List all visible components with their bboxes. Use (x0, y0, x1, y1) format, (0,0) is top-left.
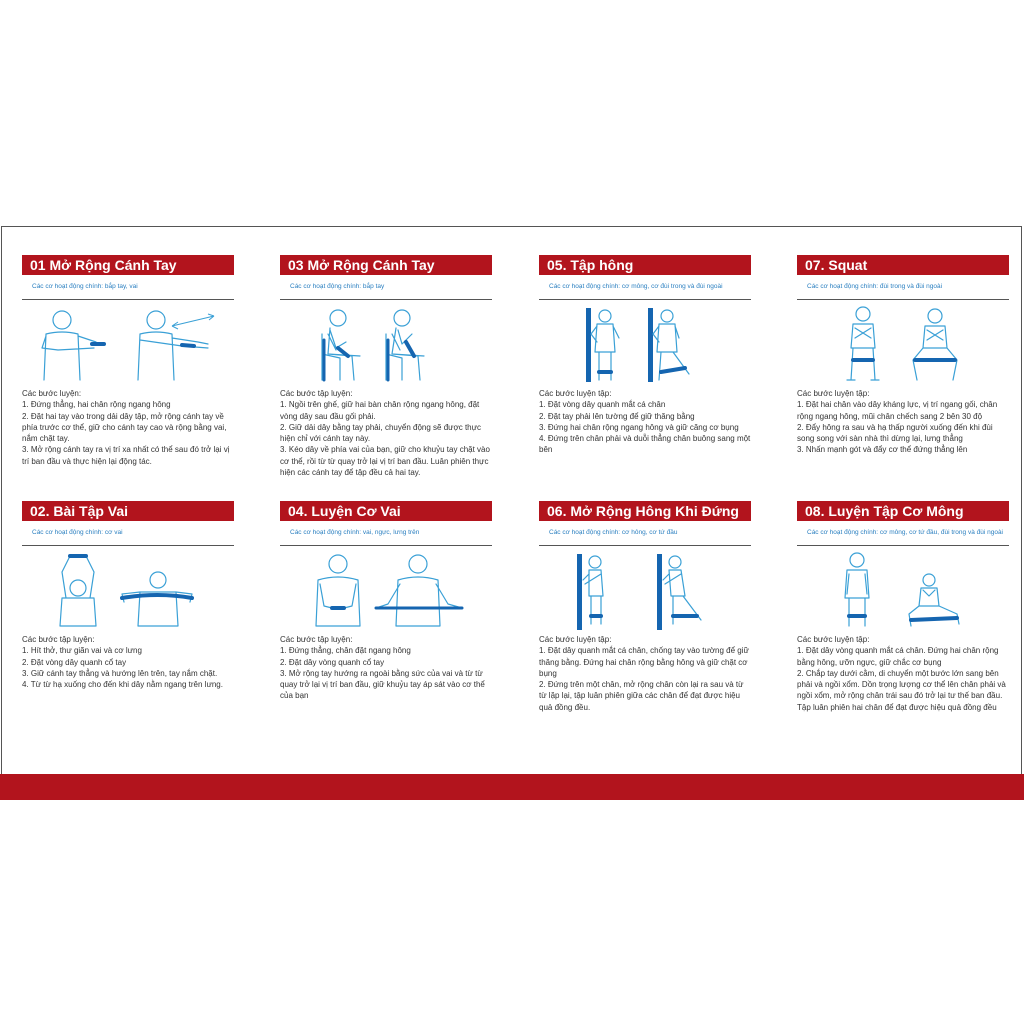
divider (280, 299, 492, 300)
exercise-card-06 (539, 501, 751, 713)
steps-title: Các bước luyện tập: (797, 389, 870, 398)
step-item: 1. Ngồi trên ghế, giữ hai bàn chân rộng ngang hông, đặt vòng dây sau đầu gối phải. (280, 400, 480, 421)
divider (797, 299, 1009, 300)
card-title: 04. Luyện Cơ Vai (280, 501, 492, 521)
card-title: 02. Bài Tập Vai (22, 501, 234, 521)
step-item: 2. Đặt hai tay vào trong dải dây tập, mở rộng cánh tay về phía trước cơ thể, giữ cho cánh tay cao và rộng bằng vai, nắm chặt tay. (22, 411, 227, 444)
card-title: 08. Luyện Tập Cơ Mông (797, 501, 1009, 521)
step-item: 4. Đứng trên chân phải và duỗi thẳng chân buông sang một bên (539, 434, 751, 455)
exercise-card-07 (797, 255, 1009, 456)
step-item: 2. Đẩy hông ra sau và hạ thấp người xuống đến khi đùi song song với sàn nhà thì dừng lại, lưng thẳng (797, 422, 993, 444)
step-item: 1. Hít thở, thư giãn vai và cơ lưng (22, 646, 142, 656)
steps-title: Các bước luyện: (22, 389, 82, 398)
card-title: 07. Squat (797, 255, 1009, 275)
steps-title: Các bước luyện tập: (539, 389, 612, 398)
exercise-illustration (280, 550, 492, 632)
card-title: 06. Mở Rộng Hông Khi Đứng (539, 501, 751, 521)
footer-bar (0, 774, 1024, 800)
exercise-illustration (797, 304, 1009, 386)
step-item: 4. Từ từ hạ xuống cho đến khi dây nằm ngang trên lưng. (22, 680, 223, 690)
step-item: 2. Đặt tay phải lên tường để giữ thăng bằng (539, 411, 695, 421)
steps-block (280, 634, 492, 702)
exercise-illustration (539, 550, 751, 632)
exercise-card-08 (797, 501, 1009, 713)
muscle-groups: Các cơ hoạt động chính: đùi trong và đùi ngoài (807, 283, 943, 290)
step-item: 3. Kéo dây về phía vai của bạn, giữ cho khuỷu tay chặt vào cơ thể, rồi từ từ quay trở lại vị trí ban đầu. Luân phiên thực hiện các cánh tay để tập đều cả hai tay. (280, 445, 490, 478)
muscle-groups: Các cơ hoạt động chính: cơ mông, cơ đùi trong và đùi ngoài (549, 283, 723, 290)
divider (539, 299, 751, 300)
step-item: 2. Đặt dây vòng quanh cổ tay (280, 657, 385, 667)
muscle-groups: Các cơ hoạt động chính: cơ hông, cơ tứ đầu (549, 529, 678, 536)
exercise-card-04 (280, 501, 492, 702)
step-item: 2. Đặt vòng dây quanh cổ tay (22, 657, 127, 667)
steps-block (539, 634, 751, 713)
step-item: 2. Chắp tay dưới cằm, di chuyển một bước lớn sang bên phải và ngồi xổm. Dồn trọng lượng cơ thể lên chân phải và ngồi xổm, mở rộng chân trái sau đó trở lại tư thế ban đầu. Tập luân phiên hai chân để đạt được hiệu quả đồng đều (797, 668, 1006, 712)
steps-title: Các bước tập luyện: (280, 635, 353, 644)
exercise-card-02 (22, 501, 234, 690)
step-item: 1. Đặt hai chân vào dây kháng lực, vị trí ngang gối, chân rộng ngang hông, mũi chân chếch sang 2 bên 30 độ (797, 400, 998, 421)
step-item: 3. Mở rộng cánh tay ra vị trí xa nhất có thể sau đó trở lại vị trí ban đầu và thực hiện lại động tác. (22, 445, 230, 466)
muscle-groups: Các cơ hoạt động chính: vai, ngực, lưng trên (290, 529, 420, 536)
divider (797, 545, 1009, 546)
muscle-groups: Các cơ hoạt động chính: bắp tay (290, 283, 385, 290)
card-title: 05. Tập hông (539, 255, 751, 275)
step-item: 2. Giữ dải dây bằng tay phải, chuyển động sẽ được thực hiện chỉ với cánh tay này. (280, 422, 481, 444)
divider (22, 299, 234, 300)
exercise-card-03 (280, 255, 492, 478)
exercise-illustration (797, 550, 1009, 632)
step-item: 1. Đứng thẳng, hai chân rộng ngang hông (22, 400, 171, 410)
step-item: 1. Đặt dây vòng quanh mắt cá chân. Đứng hai chân rộng bằng hông, ưỡn ngực, giữ chắc cơ bụng (797, 646, 999, 667)
steps-block (280, 388, 492, 478)
step-item: 3. Giữ cánh tay thẳng và hướng lên trên, tay nắm chặt. (22, 668, 218, 678)
step-item: 3. Nhấn mạnh gót và đẩy cơ thể đứng thẳng lên (797, 445, 968, 455)
steps-block (22, 634, 234, 690)
steps-title: Các bước tập luyện: (280, 389, 353, 398)
muscle-groups: Các cơ hoạt động chính: bắp tay, vai (32, 283, 138, 290)
step-item: 3. Mở rộng tay hướng ra ngoài bằng sức của vai và từ từ quay trở lại vị trí ban đầu, giữ khuỷu tay áp sát vào cơ thể của bạn (280, 668, 485, 701)
divider (539, 545, 751, 546)
steps-block (797, 634, 1009, 713)
exercise-illustration (22, 304, 234, 386)
steps-title: Các bước tập luyện: (22, 635, 95, 644)
step-item: 1. Đặt dây quanh mắt cá chân, chống tay vào tường để giữ thăng bằng. Đứng hai chân rộng bằng hông và giữ chặt cơ bụng (539, 646, 749, 678)
steps-title: Các bước luyện tập: (797, 635, 870, 644)
steps-block (797, 388, 1009, 456)
muscle-groups: Các cơ hoạt động chính: cơ mông, cơ tứ đầu, đùi trong và đùi ngoài (807, 529, 1004, 536)
card-title: 01 Mở Rộng Cánh Tay (22, 255, 234, 275)
divider (280, 545, 492, 546)
steps-block (22, 388, 234, 467)
step-item: 1. Đứng thẳng, chân đặt ngang hông (280, 646, 411, 656)
exercise-illustration (280, 304, 492, 386)
exercise-card-01 (22, 255, 234, 467)
step-item: 2. Đứng trên một chân, mở rộng chân còn lại ra sau và từ từ lặp lại, tập luân phiên giữa các chân để đạt được hiệu quả đồng đều. (539, 680, 744, 712)
step-item: 1. Đặt vòng dây quanh mắt cá chân (539, 400, 666, 410)
card-title: 03 Mở Rộng Cánh Tay (280, 255, 492, 275)
step-item: 3. Đứng hai chân rộng ngang hông và giữ căng cơ bụng (539, 422, 739, 432)
steps-title: Các bước luyện tập: (539, 635, 612, 644)
muscle-groups: Các cơ hoạt động chính: cơ vai (32, 529, 123, 536)
exercise-card-05 (539, 255, 751, 456)
exercise-illustration (539, 304, 751, 386)
divider (22, 545, 234, 546)
exercise-illustration (22, 550, 234, 632)
steps-block (539, 388, 751, 456)
